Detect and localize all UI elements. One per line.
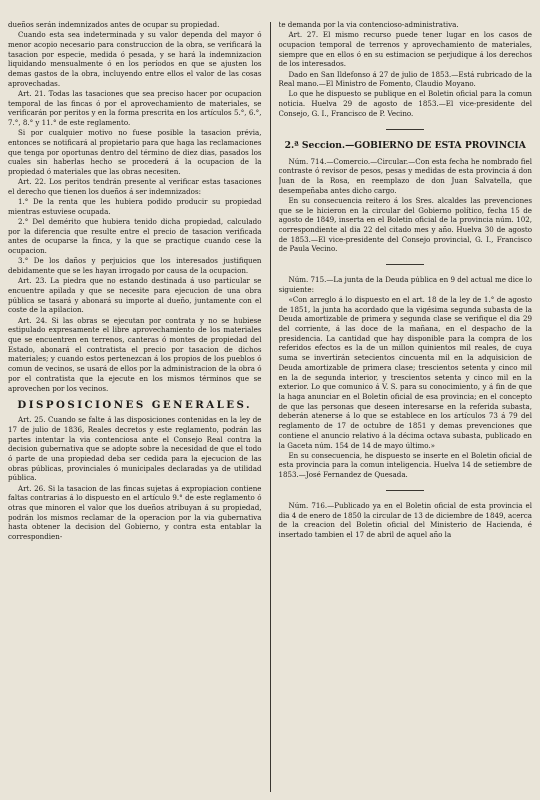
paragraph: Si por cualquier motivo no fuese posible la tasacion prévia, entonces se notificará al propietario para que haga las reclamaciones que tenga por oportunas dentro del término de diez dias, pasados los cuales sin haberlas hecho se procederá á la ocupacion de la propiedad ó materiales que las obras necesiten.	[8, 128, 262, 177]
right-column	[279, 20, 533, 794]
left-column	[8, 20, 262, 794]
column-divider	[270, 22, 271, 792]
paragraph: Lo que he dispuesto se publique en el Boletin oficial para la comun noticia. Huelva 29 de agosto de 1853.—El vice-presidente del Consejo, G. I., Francisco de P. Vecino.	[278, 89, 532, 118]
paragraph: Art. 26. Si la tasacion de las fincas sujetas á expropiacion contiene faltas contrarias á lo dispuesto en el artículo 9.° de este reglamento ó otras que minoren el valor que los dueños atribuyan á su propiedad, podrán los mismos reclamar de la operacion por la via gubernativa hasta obtener la decision del Gobierno, y contra esta entablar la correspondien-	[8, 483, 262, 542]
paragraph: Art. 24. Si las obras se ejecutan por contrata y no se hubiese estipulado expresamente el libre aprovechamiento de los materiales que se encuentren en terrenos, canteras ó montes de propiedad del Estado, abonará el contratista el precio por tasacion de dichos materiales; y cuando estos pertenezcan á los propios de los pueblos ó comun de vecinos, se usará de ellos por la administracion de la obra ó por el contratista que la ejecute en los mismos términos que se aprovechen por los vecinos.	[8, 315, 262, 393]
paragraph: «Con arreglo á lo dispuesto en el art. 18 de la ley de 1.° de agosto de 1851, la junta ha acordado que la vigésima segunda subasta de la Deuda amortizable de primera y segunda clase se verifique el dia 29 del corriente, á las doce de la mañana, en el despacho de la presidencia. La cantidad que hay disponible para la compra de los referidos efectos es la de un millon quinientos mil reales, de cuya suma se invertirán setecientos cincuenta mil en la adquisicion de Deuda amortizable de primera clase; trescientos setenta y cinco mil en la de segunda interior, y trescientos setenta y cinco mil en la exterior. Lo que comunico á V. S. para su conocimiento, y á fin de que la haga anunciar en el Boletin oficial de esa provincia; en el concepto de que las personas que deseen interesarse en la referida subasta, deberán atenerse á lo que se establece en los artículos 73 á 79 del reglamento de 17 de octubre de 1851 y demas prevenciones que contiene el anuncio relativo á la décima octava subasta, publicado en la Gaceta núm. 154 de 14 de mayo último.»	[278, 294, 532, 450]
paragraph: Art. 25. Cuando se falte á las disposiciones contenidas en la ley de 17 de julio de 1836, Reales decretos y este reglamento, podrán las partes intentar la via contenciosa ante el Consejo Real contra la decision gubernativa que se adopte sobre la necesidad de que el todo ó parte de una propiedad deba ser cedida para la ejecucion de las obras públicas, provinciales ó municipales declaradas ya de utilidad pública.	[8, 415, 262, 483]
separator-rule	[386, 129, 424, 130]
paragraph: Núm. 714.—Comercio.—Circular.—Con esta fecha he nombrado fiel contraste ó revisor de pesos, pesas y medidas de esta provincia á don Juan de la Rosa, en reemplazo de don Juan Salvatella, que desempeñaba antes dicho cargo.	[278, 156, 532, 195]
paragraph: Núm. 715.—La junta de la Deuda pública en 9 del actual me dice lo siguiente:	[278, 275, 532, 294]
paragraph: dueños serán indemnizados antes de ocupar su propiedad.	[8, 20, 220, 29]
paragraph: 2.° Del demérito que hubiera tenido dicha propiedad, calculado por la diferencia que resulte entre el precio de tasacion verificada antes de ocuparse la finca, y la que se practique cuando cese la ocupacion.	[8, 217, 262, 256]
paragraph: En su consecuencia reitero á los Sres. alcaldes las prevenciones que se le hicieron en la circular del Gobierno político, fecha 15 de agosto de 1849, inserta en el Boletin oficial de la provincia núm. 102, correspondiente al dia 22 del citado mes y año. Huelva 30 de agosto de 1853.—El vice-presidente del Consejo provincial, G. I., Francisco de Paula Vecino.	[278, 195, 532, 254]
paragraph: 1.° De la renta que les hubiera podido producir su propiedad mientras estuviese ocupada.	[8, 197, 262, 216]
paragraph: Art. 23. La piedra que no estando destinada á uso particular se encuentre apilada y que se necesite para ejecucion de una obra pública se tasará y abonará su importe al dueño, juntamente con el coste de la apilacion.	[8, 276, 262, 315]
paragraph: En su consecuencia, he dispuesto se inserte en el Boletin oficial de esta provincia para la comun inteligencia. Huelva 14 de setiembre de 1853.—José Fernandez de Quesada.	[278, 450, 532, 480]
section-heading-gobierno: 2.ª Seccion.—GOBIERNO DE ESTA PROVINCIA	[284, 139, 526, 151]
separator-rule	[386, 264, 424, 265]
signature-paragraph: Dado en San Ildefonso á 27 de julio de 1853.—Está rubricado de la Real mano.—El Ministro de Fomento, Claudio Moyano.	[278, 69, 532, 89]
section-heading-disposiciones: DISPOSICIONES GENERALES.	[17, 399, 253, 412]
separator-rule	[386, 490, 424, 491]
paragraph: Art. 22. Los peritos tendrán presente al verificar estas tasaciones el derecho que tienen los dueños á ser indemnizados:	[8, 177, 262, 196]
paragraph: Art. 21. Todas las tasaciones que sea preciso hacer por ocupacion temporal de las fincas ó por el aprovechamiento de materiales, se verificarán por peritos y en la forma prescrita en los artículos 5.°, 6.°, 7.°, 8.° y 11.° de este reglamento.	[8, 88, 262, 128]
paragraph: Cuando esta sea indeterminada y su valor dependa del mayor ó menor acopio necesario para construccion de la obra, se verificará la tasacion por especie, medida ó pesada, y se hará la indemnizacion liquidando mensualmente ó en los períodos en que se ajusten los demas gastos de la obra, incluyendo entre ellos el valor de las cosas aprovechadas.	[8, 30, 262, 88]
paragraph: Art. 27. El mismo recurso puede tener lugar en los casos de ocupacion temporal de terrenos y aprovechamiento de materiales, siempre que en ellos ó en su estimacion se perjudique á los derechos de los interesados.	[278, 30, 532, 69]
paragraph: Núm. 716.—Publicado ya en el Boletin oficial de esta provincia el dia 4 de enero de 1850 la circular de 13 de diciembre de 1849, acerca de la creacion del Boletin oficial del Ministerio de Hacienda, é insertado tambien el 17 de abril de aquel año la	[278, 500, 532, 539]
paragraph: 3.° De los daños y perjuicios que los interesados justifiquen debidamente que se les hayan irrogado por causa de la ocupacion.	[8, 256, 262, 276]
paragraph: te demanda por la via contencioso-administrativa.	[278, 20, 459, 29]
